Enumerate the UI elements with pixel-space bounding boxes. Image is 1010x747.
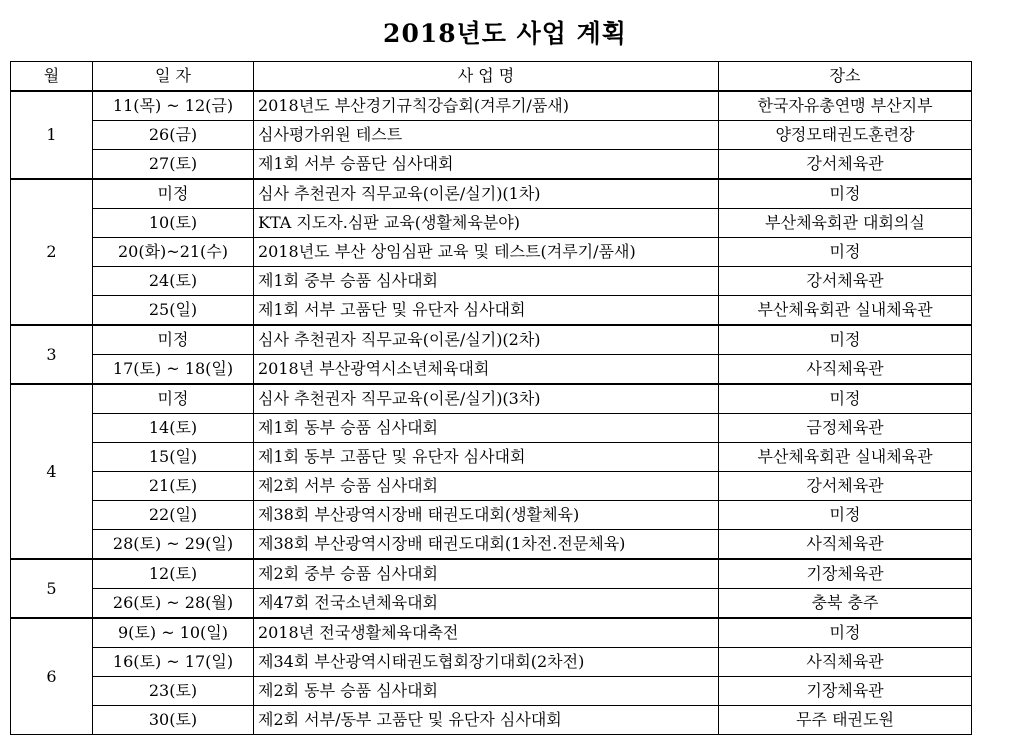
page-title: 2018년도 사업 계획: [383, 19, 627, 48]
event-cell: 2018년 부산광역시소년체육대회: [254, 355, 719, 385]
table-row: [11, 91, 972, 121]
table-row: [11, 267, 972, 296]
place-cell: 사직체육관: [719, 648, 972, 677]
date-cell: 17(토) ~ 18(일): [93, 355, 254, 385]
date-cell: 30(토): [93, 706, 254, 735]
date-cell: 미정: [93, 384, 254, 414]
month-group: [11, 179, 972, 325]
place-cell: 충북 충주: [719, 589, 972, 619]
month-group: [11, 91, 972, 179]
header-month: 월: [11, 62, 93, 92]
date-cell: 28(토) ~ 29(일): [93, 530, 254, 560]
table-row: [11, 384, 972, 414]
date-cell: 11(목) ~ 12(금): [93, 91, 254, 121]
place-cell: 기장체육관: [719, 559, 972, 589]
table-row: [11, 325, 972, 355]
month-group: [11, 618, 972, 735]
event-cell: 심사 추천권자 직무교육(이론/실기)(2차): [254, 325, 719, 355]
table-row: [11, 559, 972, 589]
month-group: [11, 384, 972, 559]
event-cell: 제47회 전국소년체육대회: [254, 589, 719, 619]
date-cell: 12(토): [93, 559, 254, 589]
place-cell: 사직체육관: [719, 530, 972, 560]
place-cell: 부산체육회관 실내체육관: [719, 296, 972, 326]
table-row: [11, 472, 972, 501]
table-row: [11, 414, 972, 443]
table-row: [11, 209, 972, 238]
date-cell: 23(토): [93, 677, 254, 706]
event-cell: 제1회 동부 고품단 및 유단자 심사대회: [254, 443, 719, 472]
header-date: 일 자: [93, 62, 254, 92]
month-group: [11, 325, 972, 384]
date-cell: 16(토) ~ 17(일): [93, 648, 254, 677]
event-cell: 2018년 전국생활체육대축전: [254, 618, 719, 648]
table-header: [11, 62, 972, 92]
date-cell: 14(토): [93, 414, 254, 443]
event-cell: 제34회 부산광역시태권도협회장기대회(2차전): [254, 648, 719, 677]
place-cell: 미정: [719, 179, 972, 209]
event-cell: 제38회 부산광역시장배 태권도대회(생활체육): [254, 501, 719, 530]
date-cell: 10(토): [93, 209, 254, 238]
date-cell: 15(일): [93, 443, 254, 472]
place-cell: 사직체육관: [719, 355, 972, 385]
place-cell: 미정: [719, 325, 972, 355]
event-cell: KTA 지도자.심판 교육(생활체육분야): [254, 209, 719, 238]
date-cell: 25(일): [93, 296, 254, 326]
place-cell: 기장체육관: [719, 677, 972, 706]
event-cell: 제2회 서부/동부 고품단 및 유단자 심사대회: [254, 706, 719, 735]
event-cell: 심사 추천권자 직무교육(이론/실기)(3차): [254, 384, 719, 414]
date-cell: 20(화)~21(수): [93, 238, 254, 267]
place-cell: 강서체육관: [719, 267, 972, 296]
date-cell: 미정: [93, 325, 254, 355]
table-row: [11, 121, 972, 150]
month-cell: 2: [11, 179, 93, 325]
table-row: [11, 179, 972, 209]
place-cell: 한국자유총연맹 부산지부: [719, 91, 972, 121]
table-row: [11, 355, 972, 385]
table-row: [11, 706, 972, 735]
event-cell: 제2회 중부 승품 심사대회: [254, 559, 719, 589]
month-cell: 4: [11, 384, 93, 559]
date-cell: 22(일): [93, 501, 254, 530]
date-cell: 미정: [93, 179, 254, 209]
event-cell: 2018년도 부산 상임심판 교육 및 테스트(겨루기/품새): [254, 238, 719, 267]
place-cell: 미정: [719, 618, 972, 648]
event-cell: 제2회 동부 승품 심사대회: [254, 677, 719, 706]
table-row: [11, 238, 972, 267]
place-cell: 부산체육회관 대회의실: [719, 209, 972, 238]
date-cell: 24(토): [93, 267, 254, 296]
table-row: [11, 589, 972, 619]
event-cell: 제2회 서부 승품 심사대회: [254, 472, 719, 501]
event-cell: 심사 추천권자 직무교육(이론/실기)(1차): [254, 179, 719, 209]
date-cell: 21(토): [93, 472, 254, 501]
schedule-table: [10, 61, 972, 735]
table-row: [11, 150, 972, 180]
place-cell: 무주 태권도원: [719, 706, 972, 735]
date-cell: 9(토) ~ 10(일): [93, 618, 254, 648]
place-cell: 미정: [719, 238, 972, 267]
place-cell: 미정: [719, 384, 972, 414]
place-cell: 양정모태권도훈련장: [719, 121, 972, 150]
month-cell: 1: [11, 91, 93, 179]
table-row: [11, 618, 972, 648]
table-row: [11, 530, 972, 560]
month-cell: 6: [11, 618, 93, 735]
table-row: [11, 501, 972, 530]
header-place: 장소: [719, 62, 972, 92]
event-cell: 제1회 동부 승품 심사대회: [254, 414, 719, 443]
month-group: [11, 559, 972, 618]
event-cell: 심사평가위원 테스트: [254, 121, 719, 150]
date-cell: 26(금): [93, 121, 254, 150]
month-cell: 5: [11, 559, 93, 618]
place-cell: 부산체육회관 실내체육관: [719, 443, 972, 472]
event-cell: 제1회 서부 승품단 심사대회: [254, 150, 719, 180]
table-row: [11, 648, 972, 677]
month-cell: 3: [11, 325, 93, 384]
place-cell: 미정: [719, 501, 972, 530]
event-cell: 제1회 중부 승품 심사대회: [254, 267, 719, 296]
table-row: [11, 443, 972, 472]
table-row: [11, 677, 972, 706]
date-cell: 27(토): [93, 150, 254, 180]
place-cell: 강서체육관: [719, 472, 972, 501]
date-cell: 26(토) ~ 28(월): [93, 589, 254, 619]
event-cell: 제1회 서부 고품단 및 유단자 심사대회: [254, 296, 719, 326]
place-cell: 금정체육관: [719, 414, 972, 443]
place-cell: 강서체육관: [719, 150, 972, 180]
event-cell: 제38회 부산광역시장배 태권도대회(1차전.전문체육): [254, 530, 719, 560]
header-event: 사 업 명: [254, 62, 719, 92]
table-row: [11, 296, 972, 326]
event-cell: 2018년도 부산경기규칙강습회(겨루기/품새): [254, 91, 719, 121]
header-row: [11, 62, 972, 92]
